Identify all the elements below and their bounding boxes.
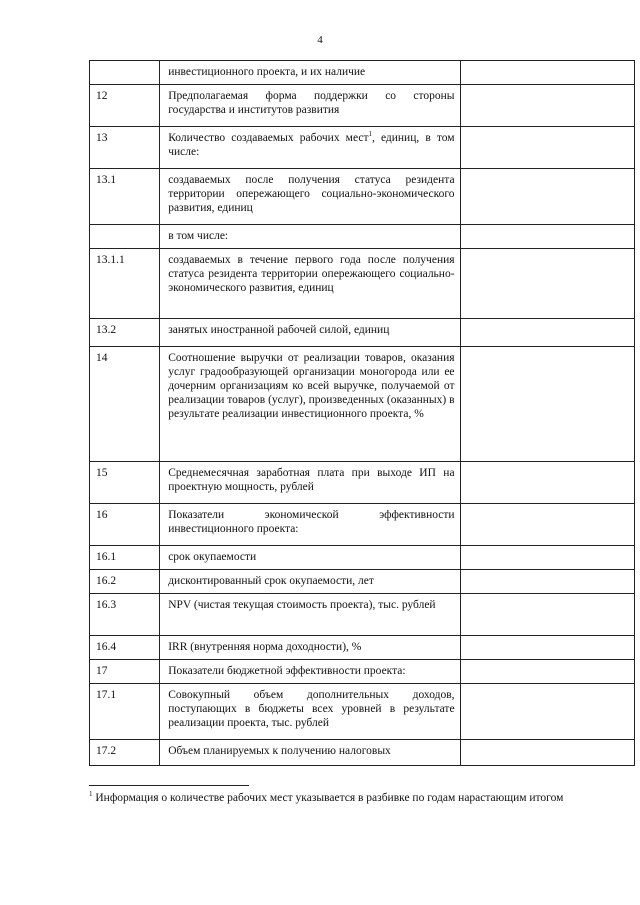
row-description [160, 127, 460, 169]
footnote-marker: 1 [368, 130, 372, 139]
row-value-cell[interactable] [460, 85, 634, 127]
row-value-cell[interactable] [460, 61, 634, 85]
row-value-cell[interactable] [460, 249, 634, 319]
row-number: 16.3 [90, 594, 160, 636]
row-description: создаваемых после получения статуса резидента территории опережающего социально-экономического развития, единиц [160, 169, 460, 225]
table-row [90, 347, 635, 462]
row-description-text: Количество создаваемых рабочих мест [168, 132, 369, 144]
row-description: NPV (чистая текущая стоимость проекта), тыс. рублей [160, 594, 460, 636]
row-description: IRR (внутренняя норма доходности), % [160, 636, 460, 660]
row-value-cell[interactable] [460, 319, 634, 347]
row-number: 17.2 [90, 740, 160, 766]
row-description: Объем планируемых к получению налоговых [160, 740, 460, 766]
table-row [90, 462, 635, 504]
row-number: 12 [90, 85, 160, 127]
row-value-cell[interactable] [460, 594, 634, 636]
row-number: 16.4 [90, 636, 160, 660]
row-value-cell[interactable] [460, 684, 634, 740]
row-description: создаваемых в течение первого года после получения статуса резидента территории опережающего социально-экономического развития, единиц [160, 249, 460, 319]
table-row [90, 570, 635, 594]
table-row [90, 660, 635, 684]
row-value-cell[interactable] [460, 660, 634, 684]
table-row [90, 169, 635, 225]
table-row [90, 504, 635, 546]
footnote-marker: 1 [89, 790, 93, 799]
table-row [90, 127, 635, 169]
form-table [89, 60, 635, 766]
row-description: Совокупный объем дополнительных доходов, поступающих в бюджеты всех уровней в результате реализации проекта, тыс. рублей [160, 684, 460, 740]
row-description: Предполагаемая форма поддержки со стороны государства и институтов развития [160, 85, 460, 127]
row-description: Среднемесячная заработная плата при выходе ИП на проектную мощность, рублей [160, 462, 460, 504]
row-value-cell[interactable] [460, 169, 634, 225]
row-number: 13.2 [90, 319, 160, 347]
table-row [90, 594, 635, 636]
table-row [90, 225, 635, 249]
row-description: Соотношение выручки от реализации товаров, оказания услуг градообразующей организации моногорода или ее дочерним организациям ко всей выручке, получаемой от реализации товаров (услуг), произведенных (оказанных) в результате реализации инвестиционного проекта, % [160, 347, 460, 462]
row-value-cell[interactable] [460, 127, 634, 169]
row-value-cell[interactable] [460, 636, 634, 660]
table-row [90, 61, 635, 85]
row-value-cell[interactable] [460, 504, 634, 546]
row-number: 14 [90, 347, 160, 462]
row-number: 13.1 [90, 169, 160, 225]
row-description: занятых иностранной рабочей силой, единиц [160, 319, 460, 347]
row-description: срок окупаемости [160, 546, 460, 570]
row-number: 15 [90, 462, 160, 504]
row-number: 17 [90, 660, 160, 684]
page-number: 4 [317, 34, 323, 46]
row-description: Показатели бюджетной эффективности проекта: [160, 660, 460, 684]
row-value-cell[interactable] [460, 462, 634, 504]
footnote-text: Информация о количестве рабочих мест указывается в разбивке по годам нарастающим итогом [92, 792, 564, 804]
row-description: Показатели экономической эффективности инвестиционного проекта: [160, 504, 460, 546]
row-number [90, 61, 160, 85]
row-value-cell[interactable] [460, 740, 634, 766]
row-number: 16 [90, 504, 160, 546]
row-value-cell[interactable] [460, 570, 634, 594]
table-row [90, 85, 635, 127]
row-value-cell[interactable] [460, 546, 634, 570]
table-row [90, 684, 635, 740]
row-value-cell[interactable] [460, 347, 634, 462]
row-description-text-after: , единиц, в том числе: [168, 132, 455, 158]
row-number: 13 [90, 127, 160, 169]
footnote-divider [89, 785, 249, 786]
row-description: инвестиционного проекта, и их наличие [160, 61, 460, 85]
row-number: 16.1 [90, 546, 160, 570]
row-number: 13.1.1 [90, 249, 160, 319]
row-number [90, 225, 160, 249]
row-number: 16.2 [90, 570, 160, 594]
table-row [90, 249, 635, 319]
table-row [90, 740, 635, 766]
table-row [90, 319, 635, 347]
row-number: 17.1 [90, 684, 160, 740]
table-row [90, 546, 635, 570]
row-description: дисконтированный срок окупаемости, лет [160, 570, 460, 594]
footnote [89, 791, 635, 806]
row-description: в том числе: [160, 225, 460, 249]
row-value-cell[interactable] [460, 225, 634, 249]
table-row [90, 636, 635, 660]
